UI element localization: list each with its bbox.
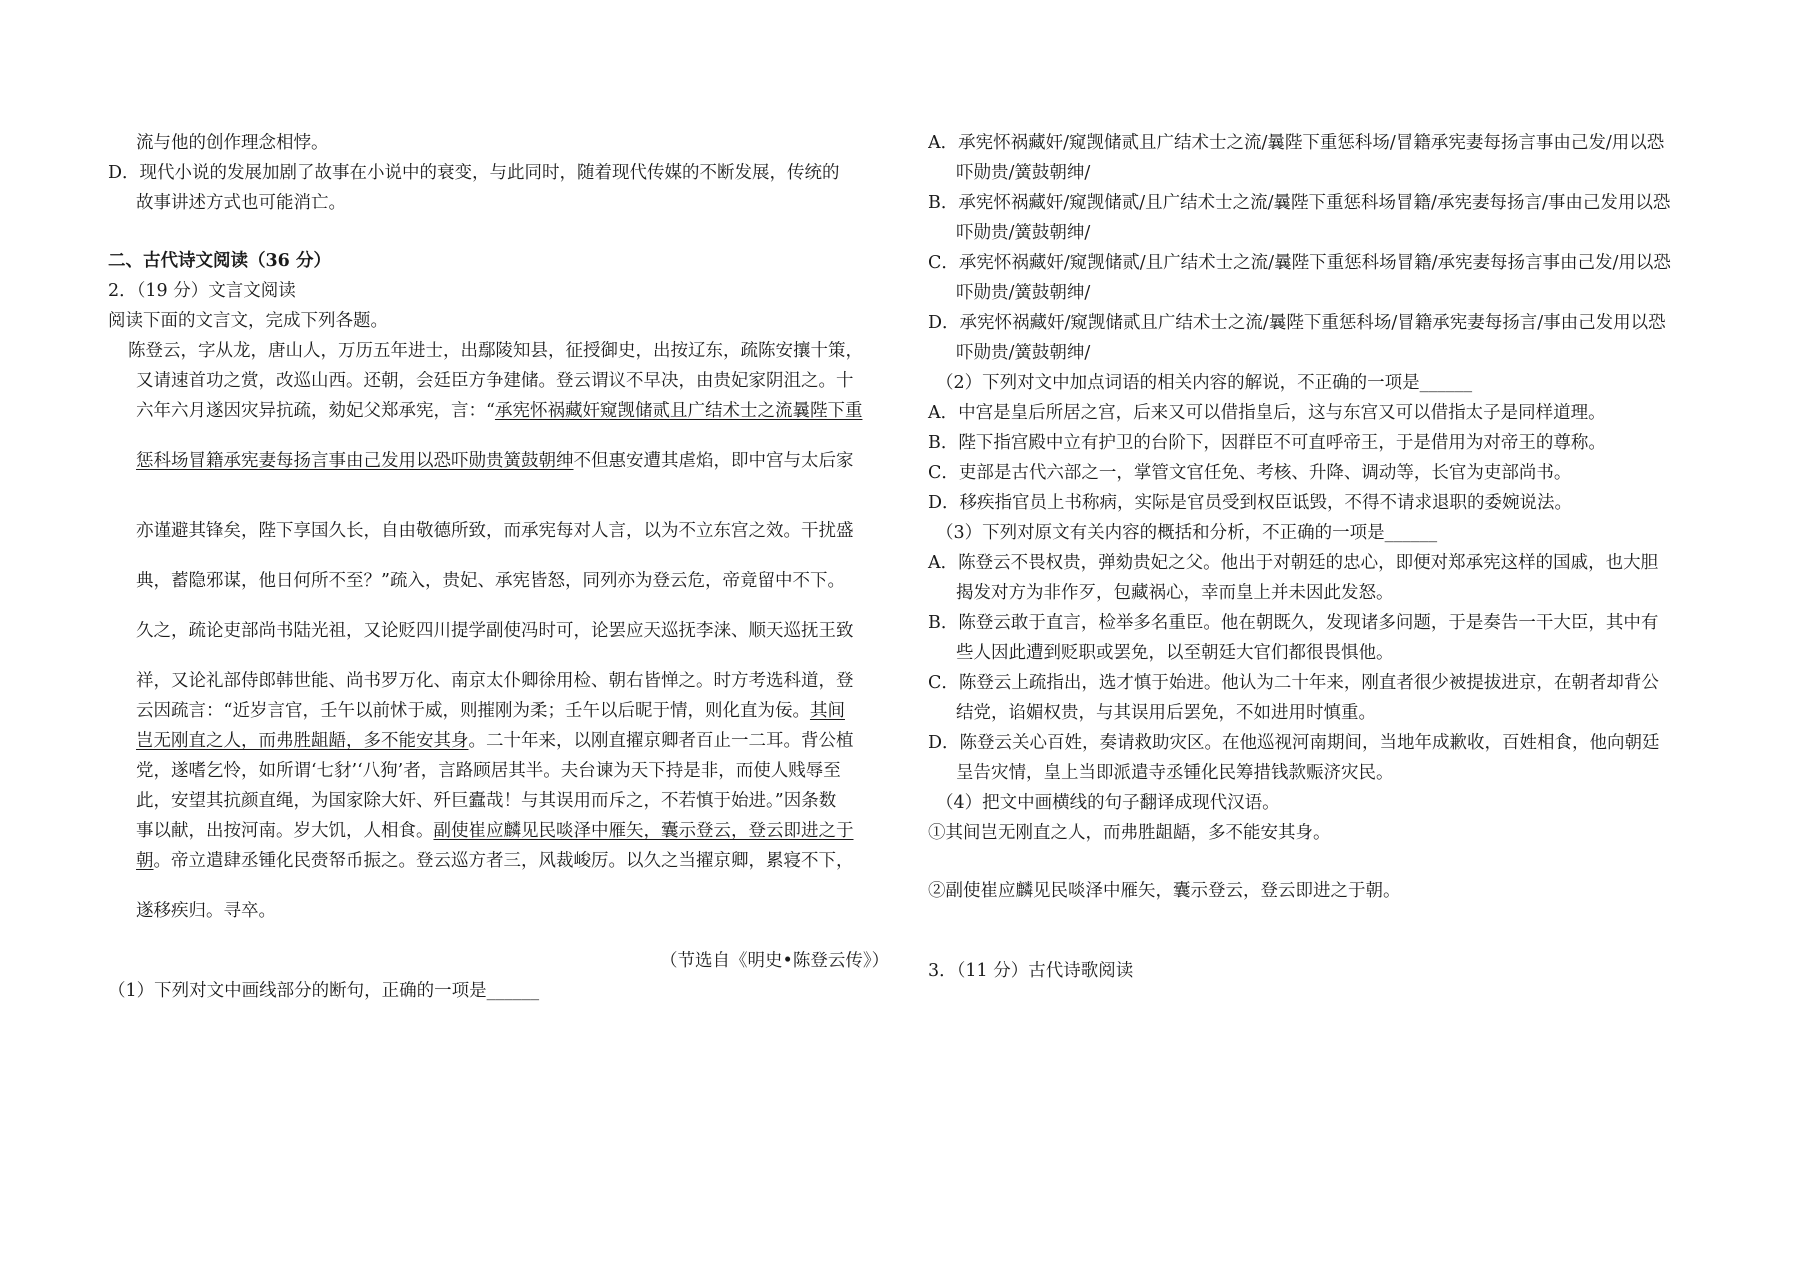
q1-option-d-line-2: 吓勋贵/簧鼓朝绅/ (956, 343, 1091, 363)
passage-line (136, 700, 845, 722)
intro-line: 流与他的创作理念相悖。 (136, 133, 329, 153)
underlined-text: 副使崔应麟见民啖泽中雁矢，囊示登云，登云即进之于 (433, 821, 854, 841)
q3-option-a-line-1: A．陈登云不畏权贵，弹劾贵妃之父。他出于对朝廷的忠心，即便对郑承宪这样的国戚，也大胆 (928, 553, 1659, 573)
underlined-text: 岂无刚直之人，而弗胜龃龉，多不能安其身 (136, 731, 469, 751)
q1-option-c-line-2: 吓勋贵/簧鼓朝绅/ (956, 283, 1091, 303)
q2-option-d: D．移疾指官员上书称病，实际是官员受到权臣诋毁，不得不请求退职的委婉说法。 (928, 493, 1573, 513)
underlined-text: 朝 (136, 851, 154, 871)
passage-source: （节选自《明史•陈登云传》） (660, 951, 890, 971)
q4-sentence-1: ①其间岂无刚直之人，而弗胜龃龉，多不能安其身。 (928, 823, 1331, 843)
q3-option-c-line-1: C．陈登云上疏指出，选才慎于始进。他认为二十年来，刚直者很少被提拔进京，在朝者却背公 (928, 673, 1659, 693)
q2-option-c: C．吏部是古代六部之一，掌管文官任免、考核、升降、调动等，长官为吏部尚书。 (928, 463, 1572, 483)
q1-option-c-line-1: C．承宪怀祸藏奸/窥觊储贰/且广结术士之流/曩陛下重惩科场冒籍/承宪妻每扬言事由己发/用以恐 (928, 253, 1671, 273)
q1-option-b-line-1: B．承宪怀祸藏奸/窥觊储贰/且广结术士之流/曩陛下重惩科场冒籍/承宪妻每扬言/事由己发用以恐 (928, 193, 1671, 213)
passage-line: 祥，又论礼部侍郎韩世能、尚书罗万化、南京太仆卿徐用检、朝右皆惮之。时方考选科道，登 (136, 671, 854, 691)
option-d-line-2: 故事讲述方式也可能消亡。 (136, 193, 346, 213)
q3-option-a-line-2: 揭发对方为非作歹，包藏祸心，幸而皇上并未因此发怒。 (956, 583, 1394, 603)
passage-line (136, 730, 854, 752)
question-1: （1）下列对文中画线部分的断句，正确的一项是______ (108, 981, 540, 1001)
question-3-heading: 3．（11 分）古代诗歌阅读 (928, 961, 1134, 981)
question-4: （4）把文中画横线的句子翻译成现代汉语。 (936, 793, 1280, 813)
passage-line: 久之，疏论吏部尚书陆光祖，又论贬四川提学副使冯时可，论罢应天巡抚李涞、顺天巡抚王致 (136, 621, 854, 641)
q2-option-a: A．中宫是皇后所居之宫，后来又可以借指皇后，这与东宫又可以借指太子是同样道理。 (928, 403, 1606, 423)
q3-option-b-line-1: B．陈登云敢于直言，检举多名重臣。他在朝既久，发现诸多问题，于是奏告一干大臣，其中有 (928, 613, 1659, 633)
q3-option-d-line-1: D．陈登云关心百姓，奏请救助灾区。在他巡视河南期间，当地年成歉收，百姓相食，他向朝廷 (928, 733, 1660, 753)
question-3: （3）下列对原文有关内容的概括和分析，不正确的一项是______ (936, 523, 1438, 543)
passage-text: 六年六月遂因灾异抗疏，劾妃父郑承宪，言：“ (136, 401, 495, 421)
passage-line (136, 820, 854, 842)
underlined-text: 其间 (809, 701, 845, 721)
passage-line (136, 850, 854, 872)
passage-line: 陈登云，字从龙，唐山人，万历五年进士，出鄢陵知县，征授御史，出按辽东，疏陈安攘十策， (128, 341, 863, 361)
passage-text: 。二十年来，以刚直擢京卿者百止一二耳。背公植 (468, 731, 854, 751)
q1-option-a-line-1: A．承宪怀祸藏奸/窥觊储贰且广结术士之流/曩陛下重惩科场/冒籍承宪妻每扬言事由己发/用以恐 (928, 133, 1665, 153)
q2-option-b: B．陛下指宫殿中立有护卫的台阶下，因群臣不可直呼帝王，于是借用为对帝王的尊称。 (928, 433, 1606, 453)
passage-line: 典，蓄隐邪谋，他日何所不至？”疏入，贵妃、承宪皆怒，同列亦为登云危，帝竟留中不下。 (136, 571, 845, 591)
option-d-line-1: D．现代小说的发展加剧了故事在小说中的衰变，与此同时，随着现代传媒的不断发展，传统的 (108, 163, 840, 183)
passage-text: 。帝立遣肆丞锺化民赍帑币振之。登云巡方者三，风裁峻厉。以久之当擢京卿，累寝不下， (153, 851, 854, 871)
q3-option-c-line-2: 结党，谄媚权贵，与其误用后罢免，不如进用时慎重。 (956, 703, 1376, 723)
question-2: （2）下列对文中加点词语的相关内容的解说，不正确的一项是______ (936, 373, 1473, 393)
underlined-text: 惩科场冒籍承宪妻每扬言事由己发用以恐吓勋贵簧鼓朝绅 (136, 451, 574, 471)
q1-option-d-line-1: D．承宪怀祸藏奸/窥觊储贰且广结术士之流/曩陛下重惩科场/冒籍承宪妻每扬言/事由己发用以恐 (928, 313, 1666, 333)
underlined-text: 承宪怀祸藏奸窥觊储贰且广结术士之流曩陛下重 (494, 401, 863, 421)
passage-line: 亦谨避其锋矣，陛下享国久长，自由敬德所致，而承宪每对人言，以为不立东宫之效。干扰盛 (136, 521, 854, 541)
q2-title: 2．（19 分）文言文阅读 (108, 281, 296, 301)
passage-line: 党，遂嗜乞怜，如所谓‘七豺’‘八狗’者，言路顾居其半。夫台谏为天下持是非，而使人贱辱至 (136, 761, 841, 781)
passage-text: 事以献，出按河南。岁大饥，人相食。 (136, 821, 434, 841)
passage-line (136, 450, 854, 472)
passage-text: 云因疏言：“近岁言官，壬午以前怵于威，则摧刚为柔；壬午以后昵于情，则化直为佞。 (136, 701, 810, 721)
passage-line: 又请速首功之赏，改巡山西。还朝，会廷臣方争建储。登云谓议不早决，由贵妃家阴沮之。十 (136, 371, 854, 391)
q1-option-a-line-2: 吓勋贵/簧鼓朝绅/ (956, 163, 1091, 183)
q1-option-b-line-2: 吓勋贵/簧鼓朝绅/ (956, 223, 1091, 243)
section-title: 二、古代诗文阅读（36 分） (108, 251, 331, 271)
passage-line: 遂移疾归。寻卒。 (136, 901, 276, 921)
passage-line: 此，安望其抗颜直绳，为国家除大奸、歼巨蠹哉！与其误用而斥之，不若慎于始进。”因条数 (136, 791, 837, 811)
q3-option-b-line-2: 些人因此遭到贬职或罢免，以至朝廷大官们都很畏惧他。 (956, 643, 1394, 663)
passage-text: 不但惠安遭其虐焰，即中宫与太后家 (573, 451, 854, 471)
q4-sentence-2: ②副使崔应麟见民啖泽中雁矢，囊示登云，登云即进之于朝。 (928, 881, 1401, 901)
passage-line (136, 400, 862, 422)
q2-instruction: 阅读下面的文言文，完成下列各题。 (108, 311, 388, 331)
q3-option-d-line-2: 呈告灾情，皇上当即派遣寺丞锺化民筹措钱款赈济灾民。 (956, 763, 1394, 783)
